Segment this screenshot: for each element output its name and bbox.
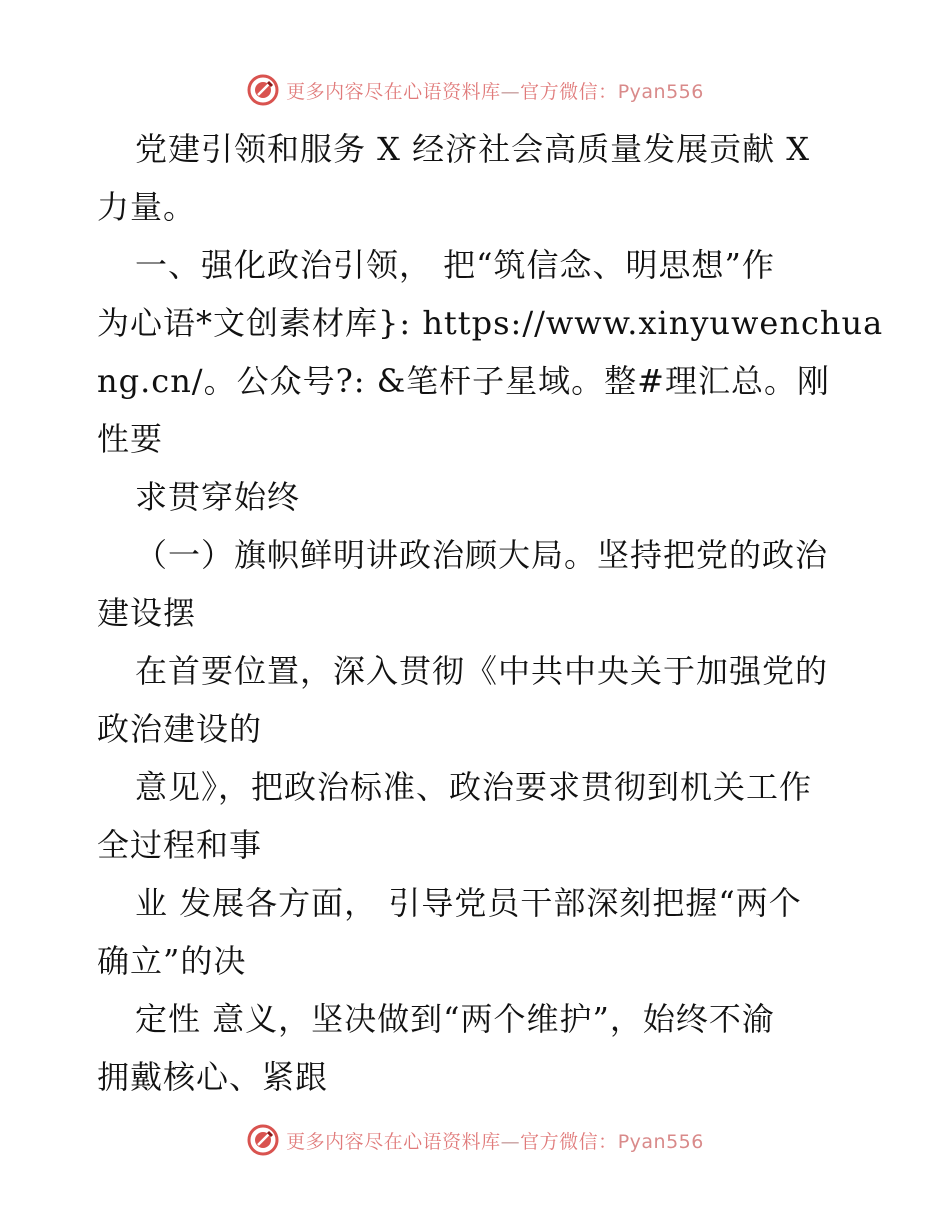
text-line: ng.cn/。公众号?: &笔杆子星域。整#理汇总。刚 — [97, 362, 830, 400]
seal-logo-icon — [246, 1123, 280, 1157]
text-line: 定性 意义，坚决做到“两个维护”，始终不渝 — [135, 1000, 775, 1038]
watermark-main: 更多内容尽在心语资料库 — [286, 80, 501, 103]
watermark-main: 更多内容尽在心语资料库 — [286, 1130, 501, 1153]
seal-logo-icon — [246, 73, 280, 107]
text-line: 建设摆 — [97, 594, 197, 632]
text-line: 全过程和事 — [97, 826, 263, 864]
watermark-suffix: 官方微信： — [520, 80, 618, 103]
text-line: 确立”的决 — [97, 942, 247, 980]
watermark-text — [286, 1127, 704, 1154]
watermark-separator: — — [500, 80, 521, 103]
text-line: 性要 — [97, 420, 164, 458]
watermark-handle: Pyan556 — [617, 80, 704, 103]
document-body — [97, 120, 884, 1106]
watermark-handle: Pyan556 — [617, 1130, 704, 1153]
watermark-separator: — — [500, 1130, 521, 1153]
text-line: （一）旗帜鲜明讲政治顾大局。坚持把党的政治 — [135, 536, 829, 574]
text-line: 党建引领和服务 X 经济社会高质量发展贡献 X — [135, 130, 811, 168]
watermark-text — [286, 77, 704, 104]
text-line: 一、强化政治引领， 把“筑信念、明思想”作 — [135, 246, 775, 284]
text-line: 在首要位置，深入贯彻《中共中央关于加强党的 — [135, 652, 829, 690]
text-line: 力量。 — [97, 188, 197, 226]
watermark-suffix: 官方微信： — [520, 1130, 618, 1153]
text-line: 拥戴核心、紧跟 — [97, 1058, 329, 1096]
text-line: 政治建设的 — [97, 710, 263, 748]
footer-watermark — [0, 1120, 950, 1160]
text-line: 为心语*文创素材库}: https://www.xinyuwenchua — [97, 304, 884, 342]
text-line: 业 发展各方面， 引导党员干部深刻把握“两个 — [135, 884, 802, 922]
text-line: 意见》，把政治标准、政治要求贯彻到机关工作 — [135, 768, 813, 806]
header-watermark — [0, 70, 950, 110]
text-line: 求贯穿始终 — [135, 478, 301, 516]
